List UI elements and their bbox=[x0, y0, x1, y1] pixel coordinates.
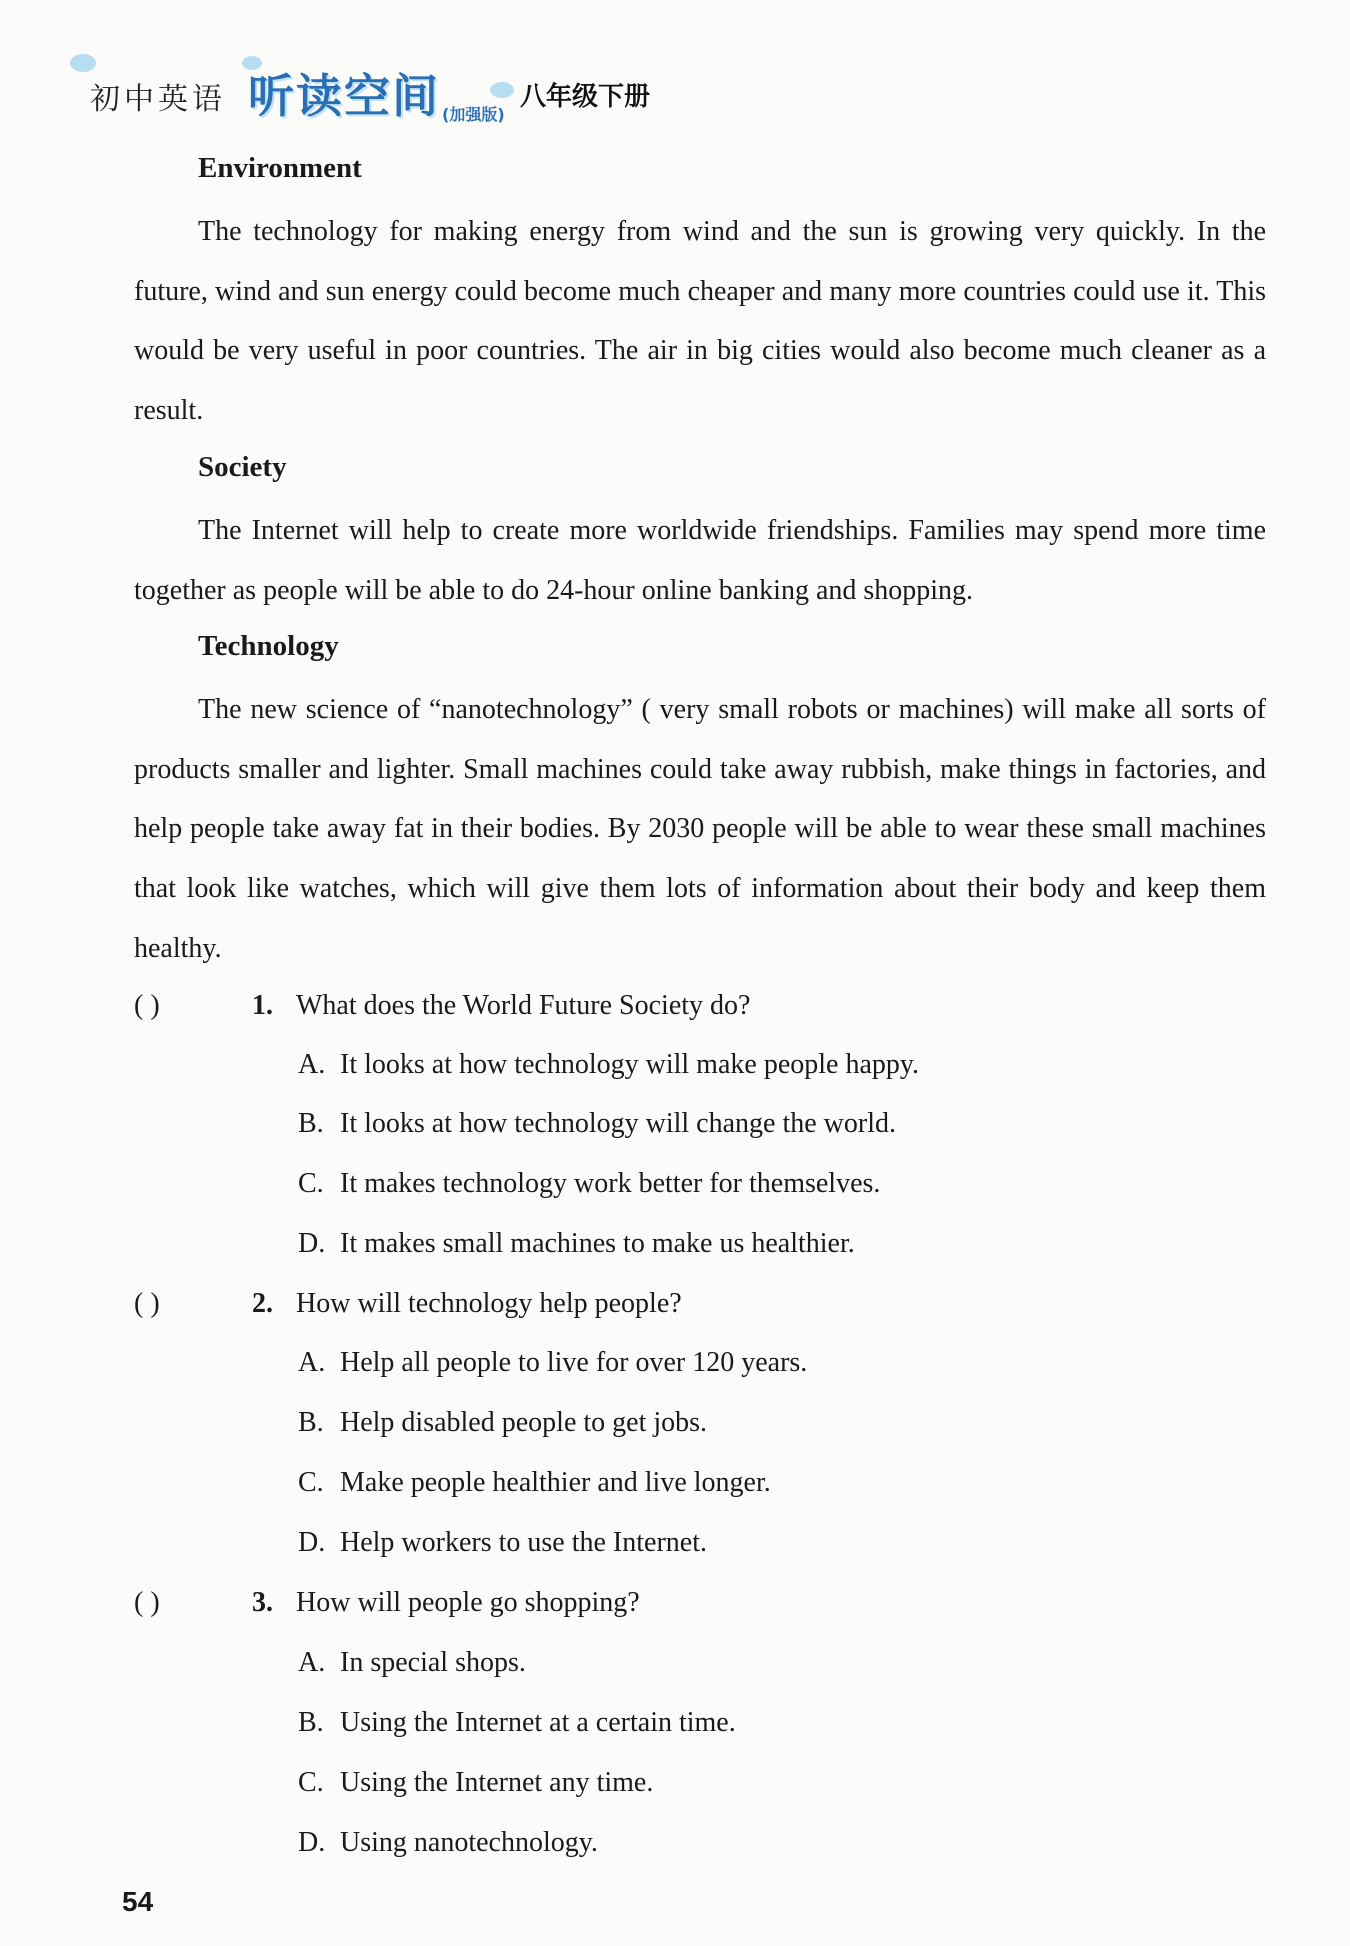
header-brand-logo: 听读空间 bbox=[248, 69, 440, 123]
option-2c bbox=[298, 1467, 771, 1499]
option-1c bbox=[298, 1168, 880, 1200]
option-letter: C. bbox=[298, 1767, 324, 1798]
page-header bbox=[70, 52, 770, 132]
decorative-bubble bbox=[490, 82, 514, 98]
answer-blank[interactable]: ( ) bbox=[134, 1587, 160, 1618]
option-letter: C. bbox=[298, 1467, 324, 1498]
option-1b bbox=[298, 1108, 896, 1140]
header-edition: (加强版) bbox=[442, 105, 505, 124]
question-number: 1. bbox=[252, 990, 273, 1021]
option-text: In special shops. bbox=[340, 1647, 526, 1678]
option-letter: C. bbox=[298, 1168, 324, 1199]
question-1 bbox=[134, 990, 1134, 1030]
option-letter: D. bbox=[298, 1527, 326, 1558]
question-number: 2. bbox=[252, 1288, 273, 1319]
option-letter: B. bbox=[298, 1707, 324, 1738]
option-text: Help disabled people to get jobs. bbox=[340, 1407, 708, 1438]
paragraph-society: The Internet will help to create more worldwide friendships. Families may spend more time together as people will be able to do 24-hour online banking and shopping. bbox=[134, 515, 1266, 606]
option-text: It makes small machines to make us healthier. bbox=[340, 1228, 855, 1259]
question-text: How will people go shopping? bbox=[296, 1587, 640, 1618]
option-letter: D. bbox=[298, 1827, 326, 1858]
header-grade: 八年级下册 bbox=[520, 82, 651, 112]
option-text: Using the Internet at a certain time. bbox=[340, 1707, 736, 1738]
option-letter: B. bbox=[298, 1407, 324, 1438]
option-2a bbox=[298, 1347, 807, 1379]
option-text: Help workers to use the Internet. bbox=[340, 1527, 707, 1558]
option-1d bbox=[298, 1228, 855, 1260]
question-text: What does the World Future Society do? bbox=[296, 990, 751, 1021]
option-1a bbox=[298, 1049, 919, 1081]
option-text: It makes technology work better for themselves. bbox=[340, 1168, 881, 1199]
question-text: How will technology help people? bbox=[296, 1288, 682, 1319]
answer-blank[interactable]: ( ) bbox=[134, 990, 160, 1021]
option-text: Using the Internet any time. bbox=[340, 1767, 654, 1798]
option-3a bbox=[298, 1647, 526, 1679]
option-3b bbox=[298, 1707, 736, 1739]
section-title-society: Society bbox=[198, 451, 287, 483]
option-text: Make people healthier and live longer. bbox=[340, 1467, 771, 1498]
option-letter: A. bbox=[298, 1347, 326, 1378]
section-title-environment: Environment bbox=[198, 152, 362, 184]
option-letter: B. bbox=[298, 1108, 324, 1139]
option-letter: D. bbox=[298, 1228, 326, 1259]
option-letter: A. bbox=[298, 1647, 326, 1678]
option-2b bbox=[298, 1407, 707, 1439]
question-2 bbox=[134, 1288, 1134, 1328]
option-letter: A. bbox=[298, 1049, 326, 1080]
option-text: It looks at how technology will change the world. bbox=[340, 1108, 896, 1139]
option-text: It looks at how technology will make people happy. bbox=[340, 1049, 920, 1080]
option-3d bbox=[298, 1827, 598, 1859]
option-3c bbox=[298, 1767, 653, 1799]
option-2d bbox=[298, 1527, 707, 1559]
decorative-bubble bbox=[70, 54, 96, 72]
section-title-technology: Technology bbox=[198, 630, 339, 662]
paragraph-technology: The new science of “nanotechnology” ( very small robots or machines) will make all sorts of products smaller and lighter. Small machines could take away rubbish, make things in factories, and help people take away fat in their bodies. By 2030 people will be able to wear these small machines that look like watches, which will give them lots of information about their body and keep them healthy. bbox=[134, 694, 1266, 964]
question-3 bbox=[134, 1587, 1134, 1627]
option-text: Using nanotechnology. bbox=[340, 1827, 598, 1858]
paragraph-environment: The technology for making energy from wind and the sun is growing very quickly. In the future, wind and sun energy could become much cheaper and many more countries could use it. This would be very useful in poor countries. The air in big cities would also become much cleaner as a result. bbox=[134, 216, 1266, 427]
answer-blank[interactable]: ( ) bbox=[134, 1288, 160, 1319]
option-text: Help all people to live for over 120 years. bbox=[340, 1347, 808, 1378]
page-number: 54 bbox=[122, 1886, 154, 1917]
question-number: 3. bbox=[252, 1587, 273, 1618]
header-subject: 初中英语 bbox=[90, 82, 226, 117]
